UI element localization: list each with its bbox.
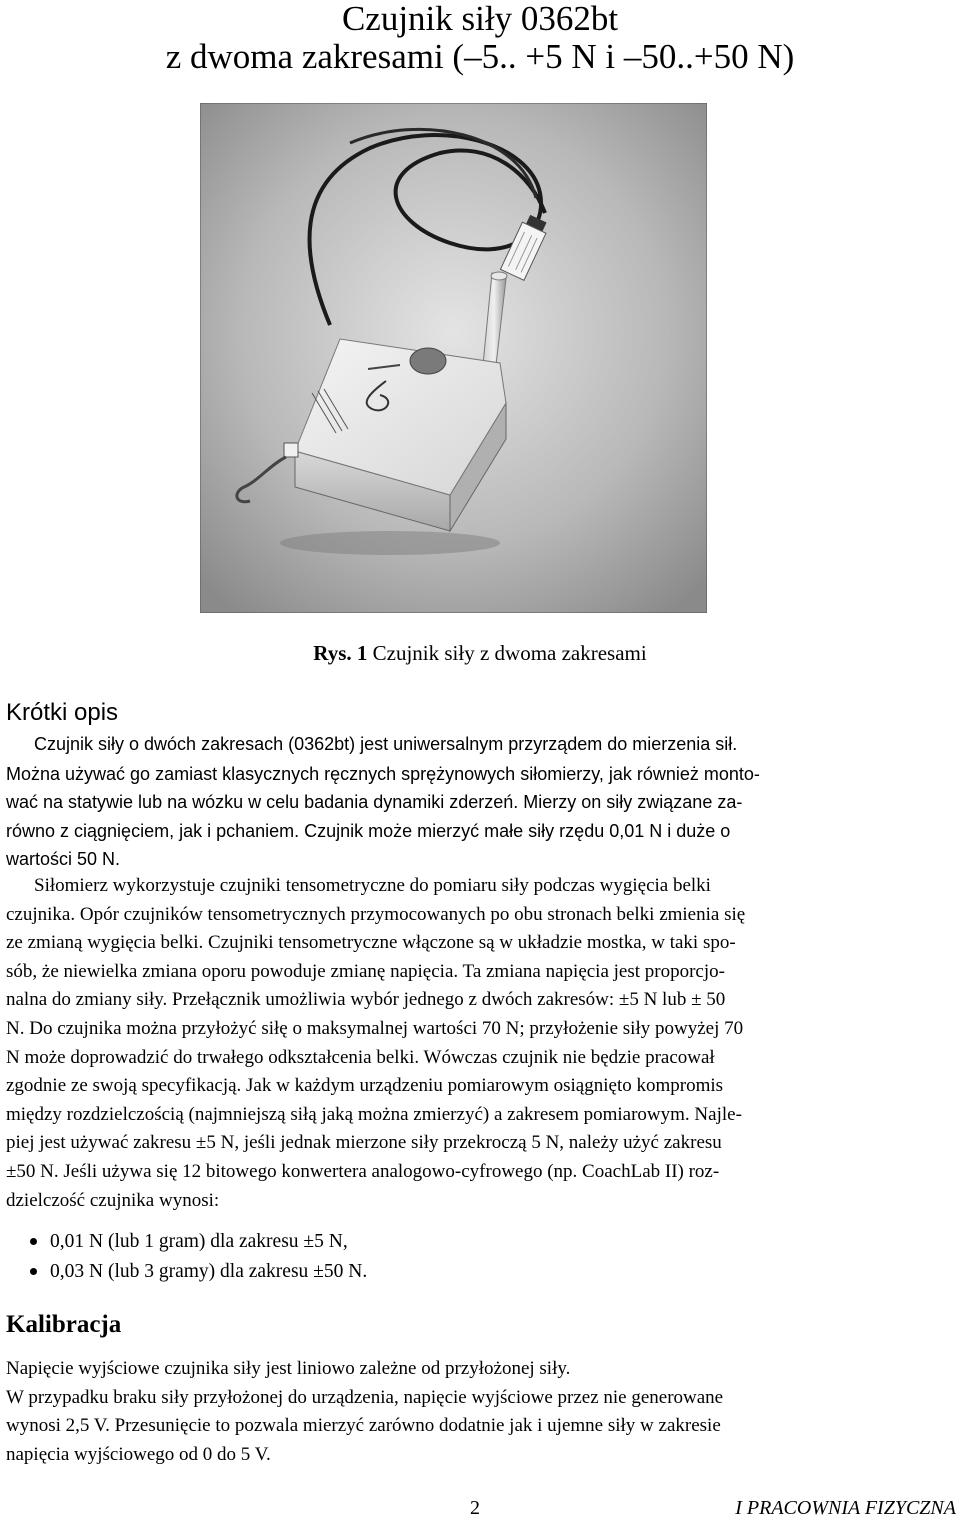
list-item: 0,03 N (lub 3 gramy) dla zakresu ±50 N. — [30, 1257, 367, 1287]
para2-line-1: Siłomierz wykorzystuje czujniki tensometryczne do pomiaru siły podczas wygięcia belki — [34, 875, 711, 896]
para2-line-5: nalna do zmiany siły. Przełącznik umożliwia wybór jednego z dwóch zakresów: ±5 N lub ± 50 — [6, 989, 726, 1011]
section-heading-calibration: Kalibracja — [6, 1311, 122, 1338]
para1-line-3: wać na statywie lub na wózku w celu badania dynamiki zderzeń. Mierzy on siły związane za- — [6, 792, 743, 813]
figure-caption-label: Rys. 1 — [313, 641, 368, 665]
resolution-list — [30, 1227, 367, 1287]
title-line-1: Czujnik siły 0362bt — [341, 0, 619, 38]
para1-line-2: Można używać go zamiast klasycznych ręcznych sprężynowych siłomierzy, jak również monto- — [6, 763, 760, 784]
calibration-line-2: W przypadku braku siły przyłożonej do urządzenia, napięcie wyjściowe przez nie generowane — [6, 1386, 724, 1408]
para2-line-3: ze zmianą wygięcia belki. Czujniki tensometryczne włączone są w układzie mostka, w taki spo- — [6, 932, 736, 954]
force-sensor-photo — [200, 103, 707, 613]
para2-line-12: dzielczość czujnika wynosi: — [6, 1189, 220, 1211]
footer-running-title: I PRACOWNIA FIZYCZNA — [735, 1497, 956, 1519]
para2-line-6: N. Do czujnika można przyłożyć siłę o maksymalnej wartości 70 N; przyłożenie siły powyżej 70 — [6, 1017, 744, 1039]
para1-line-1: Czujnik siły o dwóch zakresach (0362bt) jest uniwersalnym przyrządem do mierzenia sił. — [34, 734, 738, 754]
calibration-line-3: wynosi 2,5 V. Przesunięcie to pozwala mierzyć zarówno dodatnie jak i ujemne siły w zakresie — [6, 1415, 721, 1437]
para2-line-7: N może doprowadzić do trwałego odkształcenia belki. Wówczas czujnik nie będzie pracował — [6, 1046, 715, 1068]
calibration-line-1: Napięcie wyjściowe czujnika siły jest liniowo zależne od przyłożonej siły. — [6, 1358, 571, 1379]
para2-line-8: zgodnie ze swoją specyfikacją. Jak w każdym urządzeniu pomiarowym osiągnięto kompromis — [6, 1075, 724, 1097]
para2-line-10: piej jest używać zakresu ±5 N, jeśli jednak mierzone siły przekroczą 5 N, należy użyć zakresu — [6, 1132, 722, 1154]
para2-line-11: ±50 N. Jeśli używa się 12 bitowego konwertera analogowo-cyfrowego (np. CoachLab II) roz- — [6, 1160, 720, 1182]
calibration-line-4: napięcia wyjściowego od 0 do 5 V. — [6, 1443, 271, 1465]
paragraph-calibration — [6, 1355, 956, 1469]
figure-caption-text: Czujnik siły z dwoma zakresami — [367, 641, 647, 665]
page-number: 2 — [470, 1497, 480, 1519]
figure-caption — [0, 641, 960, 666]
paragraph-description — [6, 730, 956, 874]
section-heading-short-description: Krótki opis — [6, 699, 119, 726]
para2-line-2: czujnika. Opór czujników tensometrycznych przymocowanych po obu stronach belki zmienia się — [6, 903, 746, 925]
paragraph-strain-gauges — [6, 872, 956, 1215]
title-line-2: z dwoma zakresami (–5.. +5 N i –50..+50 N) — [165, 37, 795, 76]
list-item: 0,01 N (lub 1 gram) dla zakresu ±5 N, — [30, 1227, 367, 1257]
para1-line-4: równo z ciągnięciem, jak i pchaniem. Czujnik może mierzyć małe siły rzędu 0,01 N i duże o — [6, 820, 731, 841]
bullet-icon — [30, 1268, 37, 1275]
para1-line-5: wartości 50 N. — [6, 849, 121, 870]
para2-line-4: sób, że niewielka zmiana oporu powoduje zmianę napięcia. Ta zmiana napięcia jest proporcjo- — [6, 960, 725, 982]
bullet-icon — [30, 1238, 37, 1245]
page-title — [0, 0, 960, 76]
para2-line-9: między rozdzielczością (najmniejszą siłą jaką można zmierzyć) a zakresem pomiarowym. Najle- — [6, 1103, 742, 1125]
